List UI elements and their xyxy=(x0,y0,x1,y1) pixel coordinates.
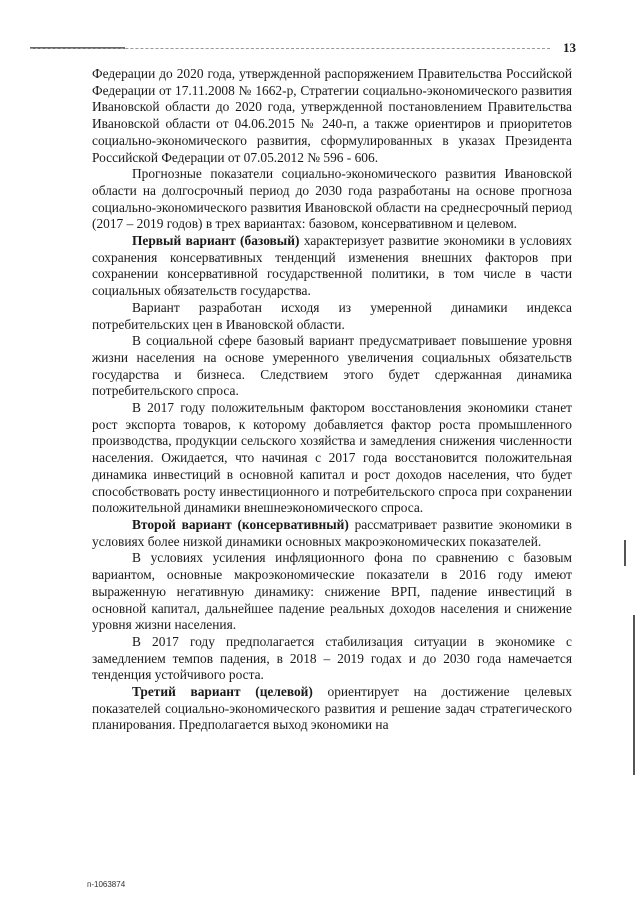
paragraph-bold-lead: Второй вариант (консервативный) xyxy=(132,516,349,532)
paragraph xyxy=(92,233,572,300)
paragraph-bold-lead: Третий вариант (целевой) xyxy=(132,684,313,700)
paragraph-text: ориентирует на достижение целевых показателей социально-экономического развития и решение задач стратегического планирования. Предполагается выход экономики на xyxy=(92,684,572,733)
paragraph xyxy=(92,517,572,550)
scan-margin-mark xyxy=(624,540,626,566)
paragraph-bold-lead: Первый вариант (базовый) xyxy=(132,233,300,249)
paragraph-text: Вариант разработан исходя из умеренной динамики индекса потребительских цен в Ивановской области. xyxy=(92,299,572,332)
paragraph-text: Федерации до 2020 года, утвержденной распоряжением Правительства Российской Федерации от 17.11.2008 № 1662-р, Стратегии социально-экономического развития Ивановской области до 2020 года, утвержденной постановлением Правительства Ивановской области от 04.06.2015 № 240-п, а также ориентиров и приоритетов социально-экономического развития, сформулированных в указах Президента Российской Федерации от 07.05.2012 № 596 - 606. xyxy=(92,66,572,165)
paragraph-text: рассматривает развитие экономики в условиях более низкой динамики основных макроэкономических показателей. xyxy=(92,516,572,549)
document-body xyxy=(92,66,572,734)
paragraph xyxy=(92,300,572,333)
paragraph xyxy=(92,400,572,517)
paragraph xyxy=(92,333,572,400)
paragraph-text: В 2017 году положительным фактором восстановления экономики станет рост экспорта товаров, к которому добавляется фактор роста промышленного производства, продукции сельского хозяйства и замедления снижения численности населения. Ожидается, что начиная с 2017 года восстановится положительная динамика инвестиций в основной капитал и рост доходов населения, что будет способствовать росту инвестиционного и потребительского спроса при сохранении положительной динамики внешнеэкономического спроса. xyxy=(92,400,572,516)
paragraph xyxy=(92,166,572,233)
paragraph-text: характеризует развитие экономики в условиях сохранения консервативных тенденций изменения внешних факторов при сохранении консервативной государственной политики, в том числе в части социальных обязательств государства. xyxy=(92,233,572,299)
paragraph xyxy=(92,66,572,166)
paragraph xyxy=(92,550,572,634)
paragraph xyxy=(92,684,572,734)
document-code: п-1063874 xyxy=(87,880,126,889)
paragraph-text: В условиях усиления инфляционного фона по сравнению с базовым вариантом, основные макроэкономические показатели в 2016 году имеют выраженную негативную динамику: снижение ВРП, падение инвестиций в основной капитал, дальнейшее падение реальных доходов населения и снижение уровня жизни населения. xyxy=(92,550,572,633)
paragraph-text: Прогнозные показатели социально-экономического развития Ивановской области на долгосрочный период до 2030 года разработаны на основе прогноза социально-экономического развития Ивановской области на среднесрочный период (2017 – 2019 годов) в трех вариантах: базовом, консервативном и целевом. xyxy=(92,166,572,232)
header-rule xyxy=(30,48,550,49)
paragraph-text: В социальной сфере базовый вариант предусматривает повышение уровня жизни населения на основе умеренного увеличения социальных обязательств государства и бизнеса. Следствием этого будет сдержанная динамика потребительского спроса. xyxy=(92,333,572,399)
paragraph xyxy=(92,634,572,684)
page-number: 13 xyxy=(563,40,576,55)
paragraph-text: В 2017 году предполагается стабилизация ситуации в экономике с замедлением темпов падения, в 2018 – 2019 годах и до 2030 года намечается тенденция устойчивого роста. xyxy=(92,633,572,683)
scan-margin-mark xyxy=(633,615,635,775)
